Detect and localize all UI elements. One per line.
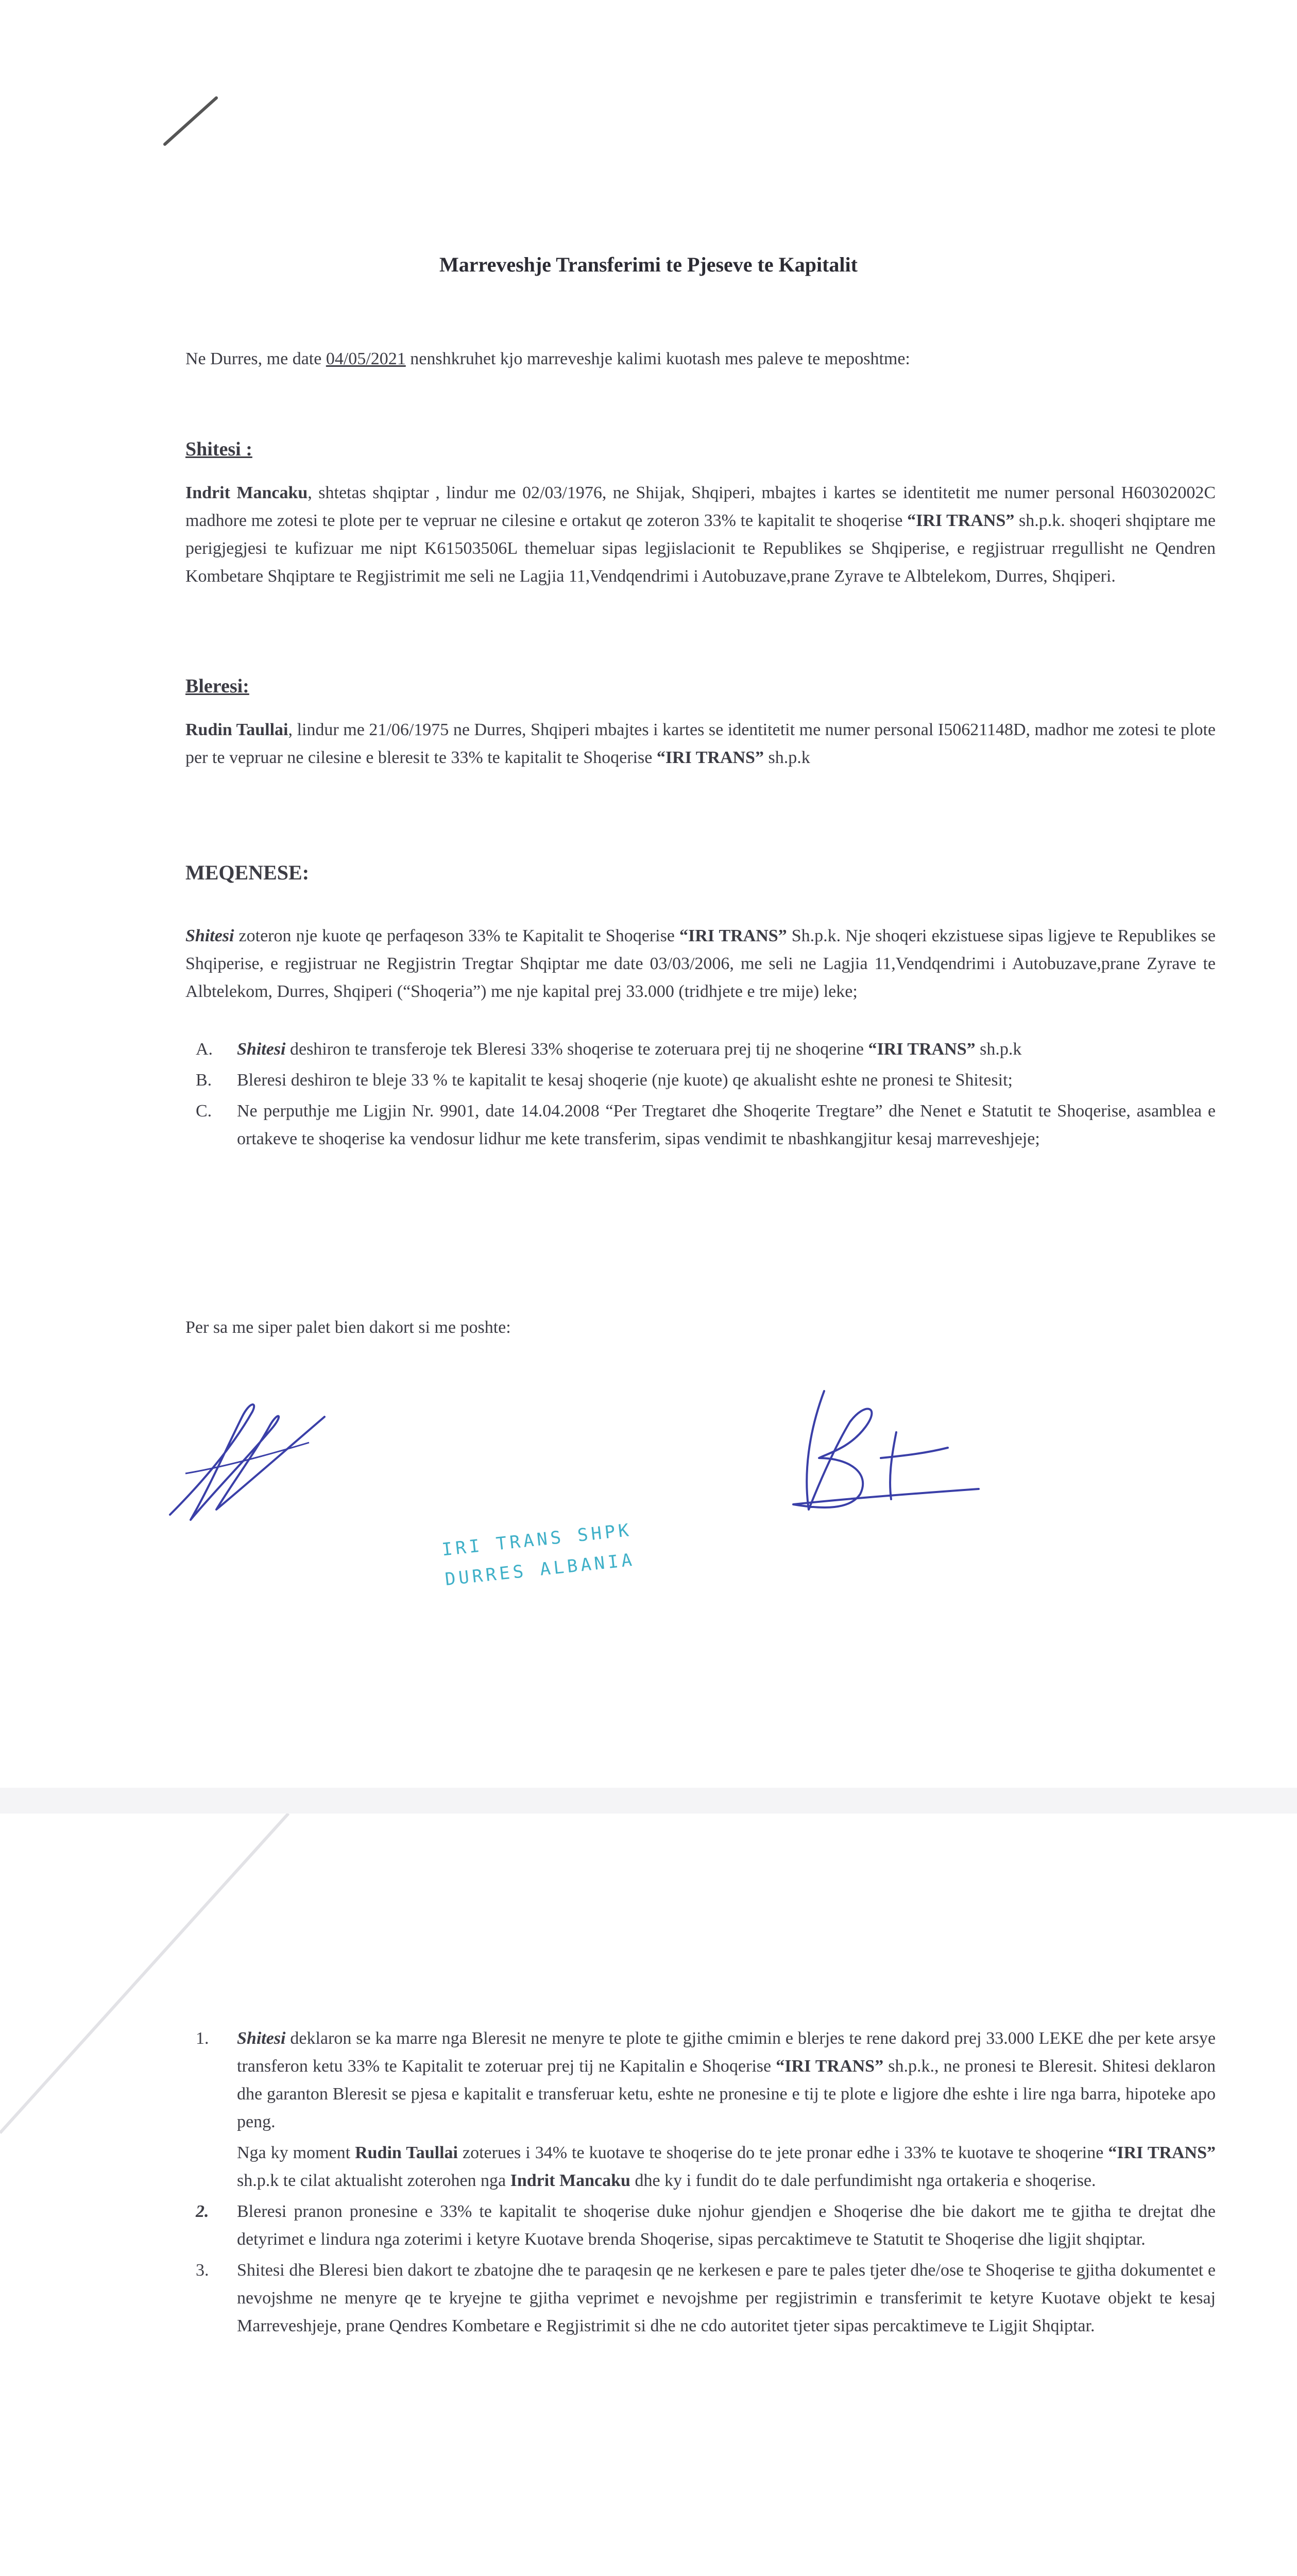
- list-item: Nga ky moment Rudin Taullai zoterues i 34% te kuotave te shoqerise do te jete pronar edhe i 33% te kuotave te shoqerine “IRI TRANS” sh.p.k te cilat aktualisht zoterohen nga Indrit Mancaku dhe ky i fundit do te dale perfundimisht nga ortakeria e shoqerise.: [237, 2143, 1216, 2190]
- list-item: B. Bleresi deshiron te bleje 33 % te kapitalit te kesaj shoqerie (nje kuote) qe akualisht eshte ne pronesi te Shitesit;: [196, 1071, 1013, 1090]
- buyer-name: Rudin Taullai: [185, 720, 288, 739]
- list-item: 3. Shitesi dhe Bleresi bien dakort te zbatojne dhe te paraqesin qe ne kerkesen e pare te pales tjeter dhe/ose te Shoqerise te gjitha dokumentet e nevojshme ne menyre qe te kryejne te gjitha veprimet e nevojshme per regjistrimin e transferimit te ketyre Kuotave objekt te kesaj Marreveshjeje, prane Qendres Kombetare e Regjistrimit si dhe ne cdo autoritet tjeter sipas percaktimeve te Ligjit Shqiptar.: [196, 2261, 1216, 2335]
- document-page-2: [0, 1814, 1297, 2576]
- company-name: “IRI TRANS”: [679, 926, 787, 945]
- company-stamp: IRI TRANS SHPK DURRES ALBANIA: [440, 1519, 636, 1590]
- buyer-signature: [762, 1370, 989, 1525]
- list-item: C. Ne perputhje me Ligjin Nr. 9901, date 14.04.2008 “Per Tregtaret dhe Shoqerite Tregtare” dhe Nenet e Statutit te Shoqerise, asamblea e ortakeve te shoqerise ka vendosur lidhur me kete transferim, sipas vendimit te nbashkangjitur kesaj marreveshjeje;: [196, 1101, 1216, 1148]
- agreement-date: 04/05/2021: [326, 349, 406, 368]
- list-item: A. Shitesi deshiron te transferoje tek Bleresi 33% shoqerise te zoteruara prej tij ne shoqerine “IRI TRANS” sh.p.k: [196, 1040, 1022, 1059]
- whereas-heading: MEQENESE:: [185, 861, 310, 884]
- page-separator: [0, 1788, 1297, 1814]
- agreement-closing-line: Per sa me siper palet bien dakort si me poshte:: [185, 1318, 511, 1337]
- company-name: “IRI TRANS”: [907, 511, 1015, 530]
- whereas-paragraph: Shitesi zoteron nje kuote qe perfaqeson 33% te Kapitalit te Shoqerise “IRI TRANS” Sh.p.k. Nje shoqeri ekzistuese sipas ligjeve te Republikes se Shqiperise, e regjistruar ne Regjistrin Tregtar Shqiptar me date 03/03/2006, me seli ne Lagjia 11,Vendqendrimi i Autobuzave,prane Zyrave te Albtelekom, Durres, Shqiperi (“Shoqeria”) me nje kapital prej 33.000 (tridhjete e tre mije) leke;: [185, 926, 1216, 1001]
- seller-paragraph: Indrit Mancaku, shtetas shqiptar , lindur me 02/03/1976, ne Shijak, Shqiperi, mbajtes i kartes se identitetit me numer personal H60302002C madhore me zotesi te plote per te vepruar ne cilesine e ortakut qe zoteron 33% te kapitalit te shoqerise “IRI TRANS” sh.p.k. shoqeri shqiptare me perigjegjesi te kufizuar me nipt K61503506L themeluar sipas legjislacionit te Republikes se Shqiperise, e regjistruar rregullisht ne Qendren Kombetare Shqiptare te Regjistrimit me seli ne Lagjia 11,Vendqendrimi i Autobuzave,prane Zyrave te Albtelekom, Durres, Shqiperi.: [185, 483, 1216, 586]
- pen-stroke-mark: [155, 88, 227, 155]
- whereas-list: [185, 1036, 1216, 1156]
- articles-list: [185, 2025, 1216, 2343]
- seller-name: Indrit Mancaku: [185, 483, 308, 502]
- list-item: 2. Bleresi pranon pronesine e 33% te kapitalit te shoqerise duke njohur gjendjen e Shoqerise dhe bie dakort me te gjitha te drejtat dhe detyrimet e lindura nga zoterimi i ketyre Kuotave brenda Shoqerise, sipas percaktimeve te Statutit te Shoqerise dhe ligjit shqiptar.: [196, 2202, 1216, 2249]
- document-title: Marreveshje Transferimi te Pjeseve te Kapitalit: [439, 253, 858, 276]
- buyer-paragraph: Rudin Taullai, lindur me 21/06/1975 ne Durres, Shqiperi mbajtes i kartes se identitetit me numer personal I50621148D, madhor me zotesi te plote per te vepruar ne cilesine e bleresit te 33% te kapitalit te Shoqerise “IRI TRANS” sh.p.k: [185, 720, 1216, 767]
- seller-signature: [155, 1381, 340, 1535]
- buyer-heading: Bleresi:: [185, 675, 249, 697]
- intro-paragraph: Ne Durres, me date 04/05/2021 nenshkruhet kjo marreveshje kalimi kuotash mes paleve te meposhtme:: [185, 349, 910, 368]
- list-item: 1. Shitesi deklaron se ka marre nga Bleresit ne menyre te plote te gjithe cmimin e blerjes te rene dakord prej 33.000 LEKE dhe per kete arsye transferon ketu 33% te Kapitalit te zoteruar prej tij ne Kapitalin e Shoqerise “IRI TRANS” sh.p.k., ne pronesi te Bleresit. Shitesi deklaron dhe garanton Bleresit se pjesa e kapitalit e transferuar ketu, eshte ne pronesine e tij te plote e ligjore dhe eshte i lire nga barra, hipoteke apo peng.: [196, 2029, 1216, 2131]
- company-name: “IRI TRANS”: [656, 748, 764, 767]
- seller-heading: Shitesi :: [185, 438, 252, 460]
